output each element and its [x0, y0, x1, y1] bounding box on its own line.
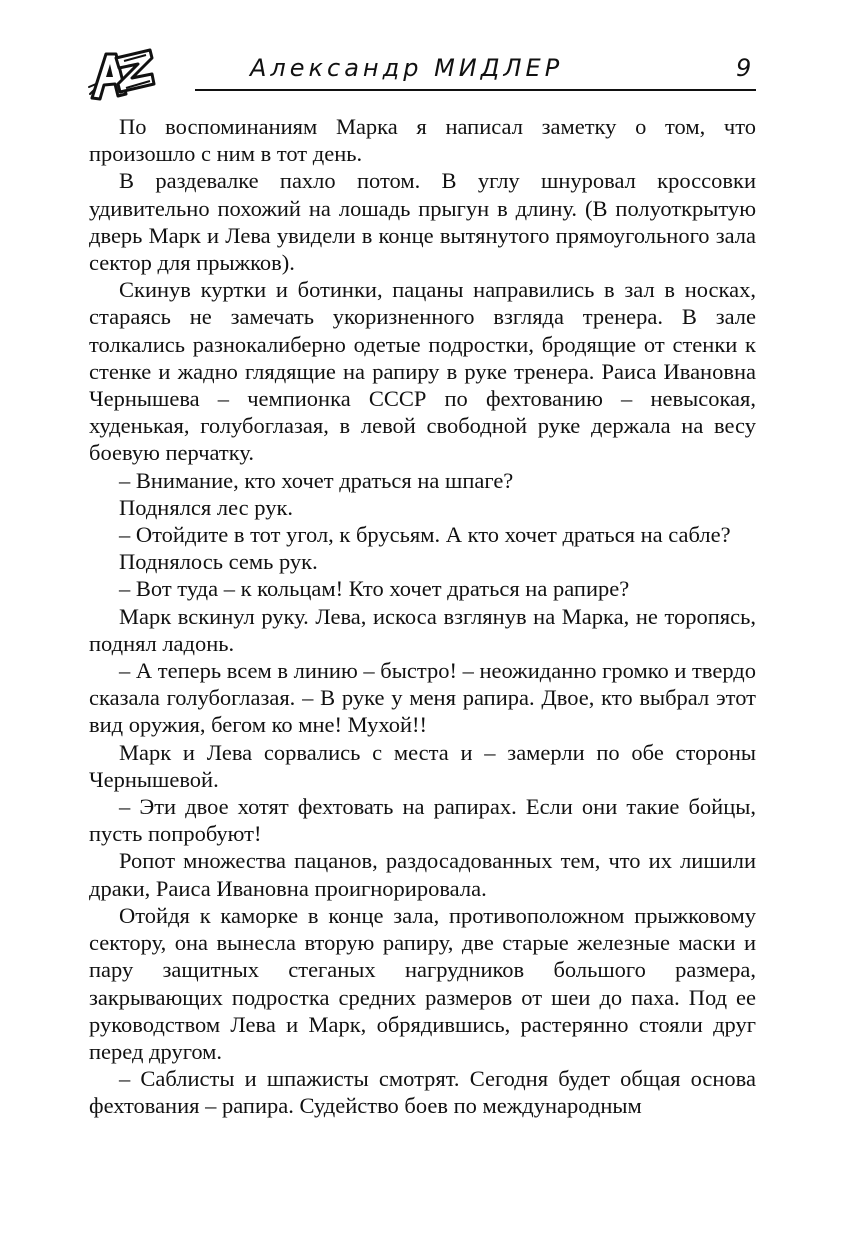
page-number: 9 — [736, 54, 752, 82]
paragraph: Марк вскинул руку. Лева, искоса взглянув на Марка, не торопясь, поднял ладонь. — [89, 603, 756, 656]
header-divider — [195, 89, 756, 91]
paragraph: – Эти двое хотят фехтовать на рапирах. Если они такие бойцы, пусть попробуют! — [89, 794, 756, 847]
paragraph: Отойдя к каморке в конце зала, противоположном прыжковому сектору, она вынесла вторую рапиру, две старые железные маски и пару защитных стеганых нагрудников большого размера, закрывающих подростка средних размеров от шеи до паха. Под ее руководством Лева и Марк, обрядившись, растерянно стояли друг перед другом. — [89, 902, 756, 1064]
paragraph: В раздевалке пахло потом. В углу шнуровал кроссовки удивительно похожий на лошадь прыгун в длину. (В полуоткрытую дверь Марк и Лева увидели в конце вытянутого прямоугольного зала сектор для прыжков). — [89, 168, 756, 276]
running-title: Александр МИДЛЕР — [250, 54, 564, 82]
paragraph: – Отойдите в тот угол, к брусьям. А кто хочет драться на сабле? — [119, 522, 731, 548]
book-text — [89, 113, 756, 1120]
page-header — [0, 0, 845, 110]
paragraph: Ропот множества пацанов, раздосадованных тем, что их лишили драки, Раиса Ивановна проигнорировала. — [89, 848, 756, 901]
paragraph: – Вот туда – к кольцам! Кто хочет драться на рапире? — [119, 576, 630, 602]
paragraph: – А теперь всем в линию – быстро! – неожиданно громко и твердо сказала голубоглазая. – В руке у меня рапира. Двое, кто выбрал этот вид оружия, бегом ко мне! Мухой!! — [89, 658, 756, 738]
paragraph: Скинув куртки и ботинки, пацаны направились в зал в носках, стараясь не замечать укоризненного взгляда тренера. В зале толкались разнокалиберно одетые подростки, бродящие от стенки к стенке и жадно глядящие на рапиру в руке тренера. Раиса Ивановна Чернышева – чемпионка СССР по фехтованию – невысокая, худенькая, голубоглазая, в левой свободной руке держала на весу боевую перчатку. — [89, 277, 756, 466]
az-logo-icon — [86, 44, 158, 104]
paragraph: Поднялся лес рук. — [119, 494, 294, 520]
paragraph: По воспоминаниям Марка я написал заметку о том, что произошло с ним в тот день. — [89, 114, 756, 167]
paragraph: Поднялось семь рук. — [119, 549, 318, 575]
paragraph: – Саблисты и шпажисты смотрят. Сегодня будет общая основа фехтования – рапира. Судейство боев по международным — [89, 1066, 756, 1119]
paragraph: Марк и Лева сорвались с места и – замерли по обе стороны Чернышевой. — [89, 739, 756, 792]
paragraph: – Внимание, кто хочет драться на шпаге? — [119, 467, 514, 493]
